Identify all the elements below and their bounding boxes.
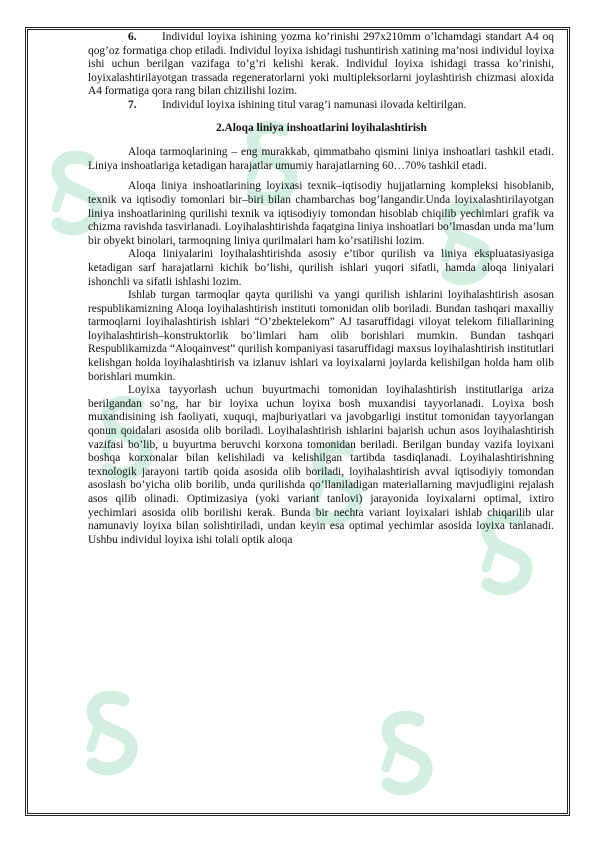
list-item [88, 31, 554, 99]
list-item-number: 6. [128, 31, 137, 43]
paragraph: Aloqa liniyalarini loyihalashtirishda asosiy e’tibor qurilish va liniya ekspluatasiyasiga ketadigan sarf harajatlarni kichik bo’lishi, qurilish ishlari yuqori sifatli, hamda aloqa liniyalari ishonchli va sifatli ishlashi lozim. [88, 248, 554, 288]
paragraph: Aloqa liniya inshoatlarining loyixasi texnik–iqtisodiy hujjatlarning kompleksi hisoblanib, texnik va iqtisodiy tomonlari bir–biri bilan chambarchas bog’langandir.Unda loyixalashtirilayotgan liniya inshoatlarining qurilishi texnik va iqtisodiyiy tomondan hisoblab chiqilib yechimlari grafik va chizma ravishda tasvirlanadi. Loyihalashtirishda faqatgina liniya inshoatlari bo’lmasdan unda ma’lum bir obyekt binolari, tarmoqning liniya qurilmalari ham ko’rsatilishi lozim. [88, 180, 554, 247]
document-body [88, 31, 554, 547]
list-item [88, 99, 554, 113]
section-heading: 2.Aloqa liniya inshoatlarini loyihalashtirish [216, 121, 427, 134]
list-item-number: 7. [128, 98, 137, 111]
list-item-text: Individul loyixa ishining titul varag’i namunasi ilovada keltirilgan. [162, 98, 467, 111]
paragraph: Ishlab turgan tarmoqlar qayta qurilishi va yangi qurilish ishlarini loyihalashtirish asosan respublikamizning Aloqa loyihalashtirish instituti tomonidan olib boriladi. Bundan tashqari maxalliy tarmoqlarni loyihalashtirish ishlari “O’zbektelekom” AJ tasaruffidagi viloyat telekom filiallarining loyihalashtirish–konstruktorlik bo’limlari ham olib borishlari mumkin. Bundan tashqari Respublikamizda “Aloqainvest” qurilish kompaniyasi tasaruffidagi maxsus loyihalashtirish institutlari kelishgan holda loyihalashtirish va izlanuv ishlari va loyixalarni joylarda kelishilgan holda ham olib borishlari mumkin. [88, 289, 554, 383]
paragraph: Loyixa tayyorlash uchun buyurtmachi tomonidan loyihalashtirish institutlariga ariza berilgandan so’ng, har bir loyixa uchun loyixa bosh muxandisi tayyorlanadi. Loyixa bosh muxandisining ish faoliyati, xuquqi, majburiyatlari va javobgarligi institut tomonidan tayyorlangan qonun qoidalari asosida olib boriladi. Loyihalashtirish ishlarini bajarish uchun asos loyihalashtirish vazifasi bo’lib, u buyurtma beruvchi korxona tomonidan beriladi. Berilgan bunday vazifa loyixani boshqa korxonalar bilan kelishiladi va kelishilgan tartibda tasdiqlanadi. Loyihalashtirishning texnologik jarayoni tartib qoida asosida olib boriladi, loyihalashtirish avval iqtisodiyiy tomondan asoslash bo’yicha olib borilib, unda qurilishda qo’llaniladigan materiallarning mavjudligini rejalash asos qilib olinadi. Optimizasiya (yoki variant tanlovi) jarayonida loyixalarni optimal, ixtiro yechimlari asosida olib borilishi kerak. Bunda bir nechta variant loyixalari ishlab chiqarilib ular namunaviy loyixa bilan solishtiriladi, undan keyin esa optimal yechimlar asosida loyixa tanlanadi. Ushbu individul loyixa ishi tolali optik aloqa [88, 384, 554, 546]
paragraph: Aloqa tarmoqlarining – eng murakkab, qimmatbaho qismini liniya inshoatlari tashkil etadi. Liniya inshoatlariga ketadigan harajatlar umumiy harajatlarning 60…70% tashkil etadi. [88, 146, 554, 172]
list-item-text: Individul loyixa ishining yozma ko’rinishi 297x210mm o’lchamdagi standart A4 oq qog’oz formatiga chop etiladi. Individul loyixa ishidagi tushuntirish xatining ma’nosi individul loyixa ishi uchun berilgan vazifaga to’g’ri kelishi kerak. Individul loyixa ishidagi trassa ko’rinishi, loyixalashtirilayotgan trassada regeneratorlarni yoki multipleksorlarni joylashtirish chizmasi aloxida A4 formatiga qora rang bilan chizilishi lozim. [88, 31, 554, 98]
